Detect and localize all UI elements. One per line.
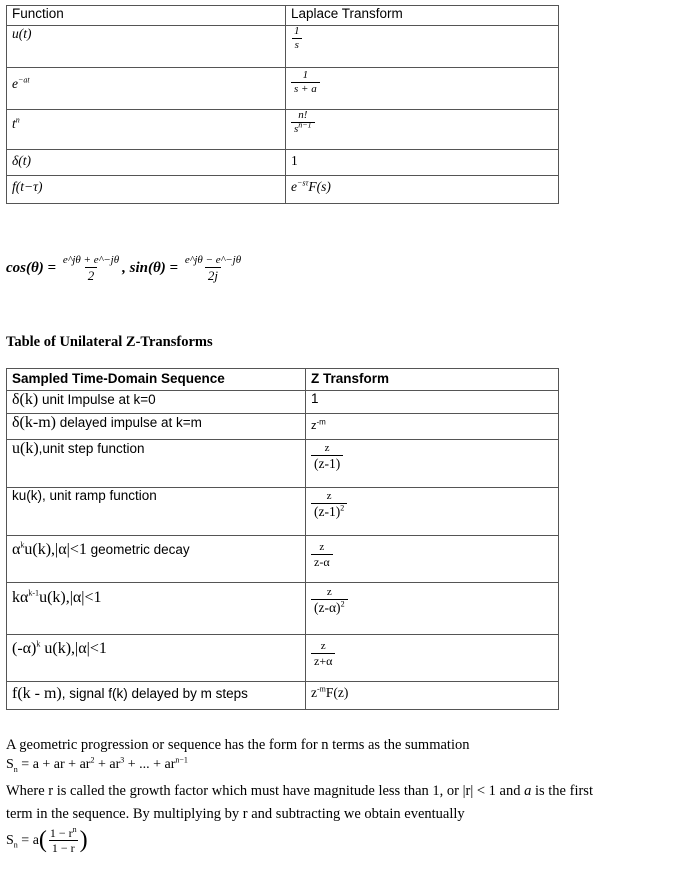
- transform-cell: [286, 176, 559, 204]
- transform-cell: [306, 635, 559, 682]
- sin-lhs: sin(θ) =: [129, 260, 179, 277]
- line2-text-c: is the first: [531, 783, 593, 799]
- closed-equals: = a: [21, 832, 39, 848]
- table-row: [7, 414, 559, 440]
- sequence-base: kα: [12, 589, 29, 606]
- function-cell: [7, 68, 286, 110]
- sequence-rest: u(k),|α|<1: [24, 541, 87, 558]
- sum-rhs: = a + ar + ar: [21, 757, 91, 772]
- sequence-cell: [7, 536, 306, 583]
- sum-lhs: S: [6, 757, 14, 772]
- fraction-denominator: z-α: [311, 554, 333, 569]
- sin-numerator: e^jθ − e^−jθ: [184, 254, 242, 266]
- euler-formulas: [6, 255, 244, 282]
- transform-exponent: −sτ: [297, 178, 309, 188]
- transform-cell: [286, 68, 559, 110]
- transform-cell: [306, 536, 559, 583]
- closed-fraction: [47, 827, 80, 854]
- transform-cell: [306, 414, 559, 440]
- transform-base: z: [311, 420, 317, 432]
- header-laplace-transform: Laplace Transform: [286, 6, 559, 26]
- transform-exponent: -m: [316, 417, 326, 427]
- sequence-exponent: k-1: [28, 588, 40, 598]
- table-header-row: [7, 369, 559, 391]
- sequence-text: ,unit step function: [38, 441, 145, 456]
- closed-numerator: [47, 827, 80, 840]
- sequence-rest: u(k),|α|<1: [39, 589, 102, 606]
- fraction-numerator: z: [320, 640, 326, 652]
- sequence-cell: [7, 488, 306, 536]
- sequence-cell: [7, 414, 306, 440]
- transform-fraction: [311, 587, 348, 615]
- transform-fraction: [291, 110, 315, 135]
- line2-text-b: and: [495, 783, 525, 799]
- sum-exponent-2: 2: [90, 755, 95, 765]
- closed-form-formula: [6, 827, 88, 854]
- sequence-math: u(k): [12, 440, 39, 457]
- sequence-cell: [7, 635, 306, 682]
- function-cell: [7, 26, 286, 68]
- sequence-math: [12, 589, 102, 606]
- sum-tail: + ... + ar: [124, 757, 176, 772]
- sequence-base: (-α): [12, 640, 37, 657]
- function-exponent: −at: [18, 75, 30, 85]
- transform-cell: [286, 110, 559, 150]
- fraction-numerator: z: [324, 442, 330, 454]
- denominator-base: s: [294, 122, 299, 135]
- table-row: [7, 150, 559, 176]
- fraction-denominator: [311, 503, 347, 519]
- sum-exponent-n: n−1: [175, 755, 188, 765]
- summation-formula: [6, 757, 188, 773]
- denominator-exponent: 2: [340, 503, 345, 513]
- transform-fraction: [311, 542, 333, 568]
- cos-numerator: e^jθ + e^−jθ: [62, 254, 120, 266]
- sequence-math: δ(k): [12, 391, 39, 408]
- transform-fraction: [311, 443, 343, 471]
- sum-lhs-subscript: n: [13, 764, 18, 774]
- cos-denominator: 2: [85, 267, 98, 283]
- table-row: [7, 26, 559, 68]
- sequence-math: δ(k-m): [12, 414, 56, 431]
- fraction-denominator: z+α: [311, 653, 335, 668]
- right-paren: ): [79, 827, 88, 854]
- fraction-numerator: z: [319, 541, 325, 553]
- table-row: [7, 635, 559, 682]
- table-header-row: [7, 6, 559, 26]
- left-paren: (: [38, 827, 47, 854]
- fraction-denominator: [291, 119, 315, 136]
- table-row: [7, 583, 559, 635]
- function-exponent: n: [15, 115, 20, 125]
- transform-cell: [286, 26, 559, 68]
- separator: ,: [122, 260, 126, 277]
- closed-lhs: S: [6, 832, 14, 848]
- transform-cell: [306, 488, 559, 536]
- denominator-base: (z-1): [314, 503, 341, 519]
- sequence-cell: [7, 682, 306, 710]
- table-row: [7, 682, 559, 710]
- transform-value: 1: [291, 153, 298, 168]
- sin-denominator: 2j: [205, 267, 221, 283]
- z-table-heading: Table of Unilateral Z-Transforms: [6, 334, 213, 350]
- sequence-base: α: [12, 541, 21, 558]
- line2-variable-a: a: [524, 783, 532, 799]
- laplace-table: [6, 5, 559, 204]
- fraction-denominator: (z-1): [311, 455, 343, 471]
- line2-text-a: Where r is called the growth factor which must have magnitude less than 1, or: [6, 783, 463, 799]
- function-base: e: [12, 76, 18, 91]
- sequence-exponent: k: [20, 540, 25, 550]
- sequence-math: [12, 541, 87, 558]
- transform-base: z: [311, 685, 317, 700]
- fraction-numerator: 1: [294, 25, 300, 37]
- closed-numerator-text: 1 − r: [49, 826, 73, 840]
- fraction-numerator: z: [326, 586, 332, 598]
- transform-exponent: -m: [317, 684, 326, 694]
- transform-cell: [306, 682, 559, 710]
- table-row: [7, 536, 559, 583]
- transform-fraction: [311, 641, 335, 667]
- sum-exponent-3: 3: [120, 755, 125, 765]
- sequence-text: ku(k), unit ramp function: [12, 488, 157, 503]
- fraction-denominator: s: [292, 38, 302, 52]
- sequence-text: geometric decay: [86, 542, 190, 557]
- sequence-math: f(k - m): [12, 685, 62, 702]
- sequence-math: [12, 640, 107, 657]
- table-row: [7, 391, 559, 414]
- transform-cell: [286, 150, 559, 176]
- cos-fraction: [60, 255, 122, 282]
- sequence-text: delayed impulse at k=m: [55, 415, 202, 430]
- transform-cell: [306, 583, 559, 635]
- sequence-text: , signal f(k) delayed by m steps: [61, 686, 248, 701]
- sin-fraction: [182, 255, 244, 282]
- table-row: [7, 68, 559, 110]
- line2-math: |r| < 1: [462, 783, 496, 799]
- paragraph-line-2: [6, 783, 593, 800]
- fraction-denominator: s + a: [291, 82, 320, 96]
- denominator-base: (z-α): [314, 599, 341, 615]
- paragraph-line-1: A geometric progression or sequence has the form for n terms as the summation: [6, 737, 470, 753]
- transform-rest: F(s): [308, 179, 331, 194]
- function-delta: δ(t): [12, 153, 32, 168]
- table-row: [7, 440, 559, 488]
- transform-rest: F(z): [325, 685, 349, 700]
- transform-base: e: [291, 179, 297, 194]
- transform-cell: [306, 440, 559, 488]
- z-transform-table: [6, 368, 559, 710]
- transform-value: 1: [311, 391, 319, 406]
- closed-numerator-exponent: n: [72, 825, 77, 834]
- table-row: [7, 488, 559, 536]
- transform-fraction: [291, 26, 303, 51]
- sequence-cell: [7, 440, 306, 488]
- function-unit-step: u(t): [12, 26, 32, 41]
- function-cell: [7, 176, 286, 204]
- header-z-transform: Z Transform: [306, 369, 559, 391]
- fraction-numerator: 1: [302, 69, 309, 81]
- function-cell: [7, 110, 286, 150]
- fraction-numerator: z: [326, 490, 332, 502]
- paragraph-line-3: term in the sequence. By multiplying by r and subtracting we obtain eventually: [6, 806, 465, 822]
- denominator-exponent: 2: [340, 599, 345, 609]
- sequence-exponent: k: [36, 639, 41, 649]
- table-row: [7, 110, 559, 150]
- closed-lhs-subscript: n: [13, 840, 18, 850]
- transform-cell: [306, 391, 559, 414]
- fraction-numerator: n!: [298, 109, 308, 121]
- transform-fraction: [291, 70, 320, 95]
- sum-term-3: + ar: [94, 757, 121, 772]
- header-sequence: Sampled Time-Domain Sequence: [7, 369, 306, 391]
- table-row: [7, 176, 559, 204]
- function-cell: [7, 150, 286, 176]
- header-function: Function: [7, 6, 286, 26]
- sequence-cell: [7, 391, 306, 414]
- function-base: t: [12, 116, 16, 131]
- sequence-text: unit Impulse at k=0: [38, 392, 156, 407]
- fraction-denominator: [311, 599, 348, 615]
- function-shifted: f(t−τ): [12, 179, 43, 194]
- closed-denominator: 1 − r: [49, 840, 78, 855]
- sequence-cell: [7, 583, 306, 635]
- transform-fraction: [311, 491, 347, 519]
- cos-lhs: cos(θ) =: [6, 260, 57, 277]
- denominator-exponent: n−1: [298, 119, 312, 129]
- sequence-rest: u(k),|α|<1: [40, 640, 107, 657]
